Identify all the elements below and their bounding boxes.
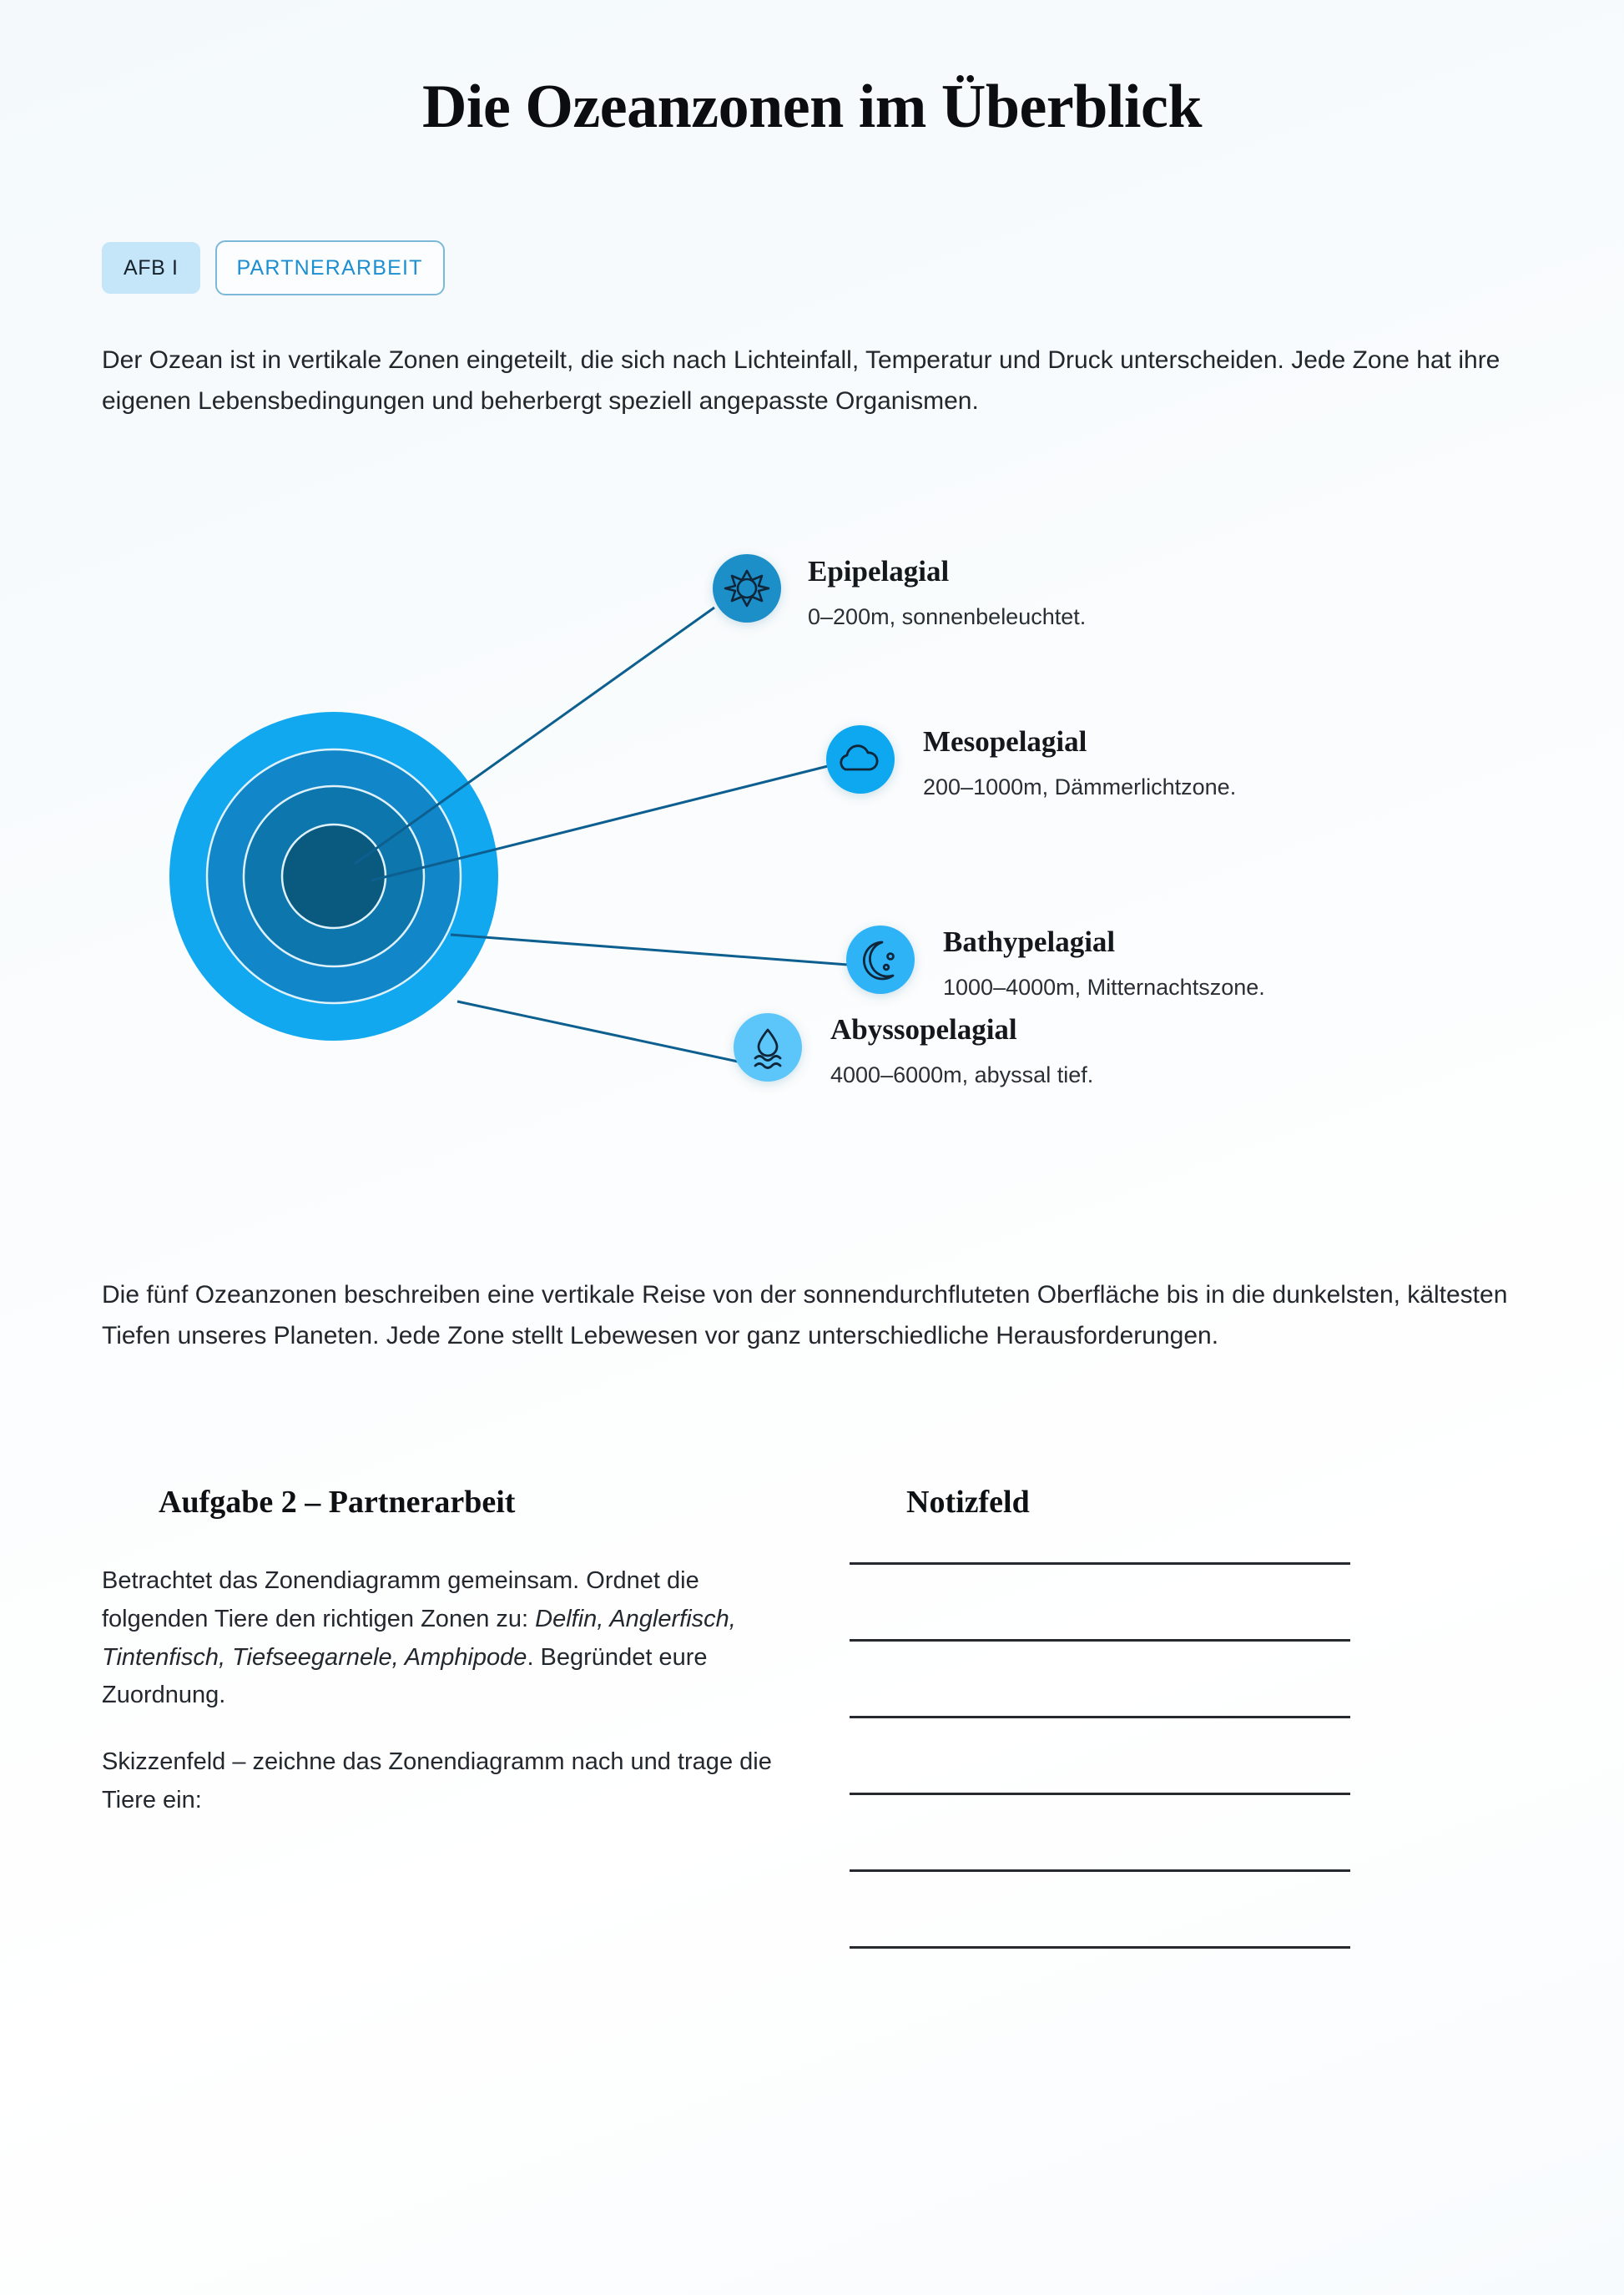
zone-desc-epipelagial: 0–200m, sonnenbeleuchtet. (808, 604, 1087, 629)
intro-paragraph: Der Ozean ist in vertikale Zonen eingeteilt, die sich nach Lichteinfall, Temperatur und Druck unterscheiden. Jede Zone hat ihre eigenen Lebensbedingungen und beherbergt speziell angepasste Organismen. (102, 346, 1500, 415)
connector-abyssopelagial (457, 1001, 738, 1062)
task-instruction-1 (102, 1562, 794, 1715)
note-rule (850, 1716, 1350, 1718)
note-line[interactable] (850, 1946, 1350, 2023)
summary-paragraph: Die fünf Ozeanzonen beschreiben eine vertikale Reise von der sonnendurchfluteten Oberfläche bis in die dunkelsten, kältesten Tiefen unseres Planeten. Jede Zone stellt Lebewesen vor ganz unterschiedliche Herausforderungen. (102, 1281, 1508, 1349)
note-line[interactable] (850, 1562, 1350, 1639)
connector-bathypelagial (451, 935, 848, 965)
task-instruction-prefix: Betrachtet das Zonendiagramm gemeinsam. Ordnet die folgenden Tiere den richtigen Zonen zu: (102, 1567, 699, 1632)
zone-rings (169, 712, 498, 1041)
task-animal-list: Delfin, Anglerfisch, Tintenfisch, Tiefseegarnele, Amphipode (102, 1605, 736, 1671)
note-rule (850, 1869, 1350, 1872)
zone-bubble-bathypelagial (846, 926, 915, 994)
badge-row (102, 240, 445, 295)
zone-node-mesopelagial (826, 725, 1236, 799)
zone-node-bathypelagial (846, 926, 1265, 1000)
zone-title-epipelagial: Epipelagial (808, 555, 950, 588)
task-instruction-suffix: . Begründet eure Zuordnung. (102, 1643, 708, 1709)
zone-title-bathypelagial: Bathypelagial (943, 926, 1116, 958)
zone-bubble-epipelagial (713, 554, 781, 623)
zone-desc-bathypelagial: 1000–4000m, Mitternachtszone. (943, 975, 1265, 1000)
notes-writing-area[interactable] (850, 1562, 1350, 2023)
task-body (102, 1562, 794, 1820)
partnerarbeit-badge: PARTNERARBEIT (215, 240, 445, 295)
note-line[interactable] (850, 1716, 1350, 1793)
note-line[interactable] (850, 1639, 1350, 1716)
task-instruction-2: Skizzenfeld – zeichne das Zonendiagramm nach und trage die Tiere ein: (102, 1748, 772, 1814)
zone-desc-mesopelagial: 200–1000m, Dämmerlichtzone. (923, 774, 1237, 799)
page-title: Die Ozeanzonen im Überblick (421, 73, 1202, 141)
notes-heading: Notizfeld (906, 1485, 1030, 1520)
zone-node-abyssopelagial (734, 1013, 1093, 1087)
afb-level-badge: AFB I (102, 242, 200, 294)
note-line[interactable] (850, 1869, 1350, 1946)
task-heading: Aufgabe 2 – Partnerarbeit (159, 1485, 516, 1520)
zone-title-abyssopelagial: Abyssopelagial (830, 1013, 1017, 1046)
zone-node-epipelagial (713, 554, 1086, 629)
note-rule (850, 1639, 1350, 1642)
note-rule (850, 1946, 1350, 1949)
zone-bubble-mesopelagial (826, 725, 895, 794)
note-line[interactable] (850, 1793, 1350, 1869)
zone-desc-abyssopelagial: 4000–6000m, abyssal tief. (830, 1062, 1094, 1087)
ring-abyssopelagial (282, 825, 386, 928)
note-rule (850, 1562, 1350, 1565)
zone-title-mesopelagial: Mesopelagial (923, 725, 1087, 758)
note-rule (850, 1793, 1350, 1795)
ocean-zone-diagram (0, 501, 1624, 1235)
zone-bubble-abyssopelagial (734, 1013, 802, 1082)
